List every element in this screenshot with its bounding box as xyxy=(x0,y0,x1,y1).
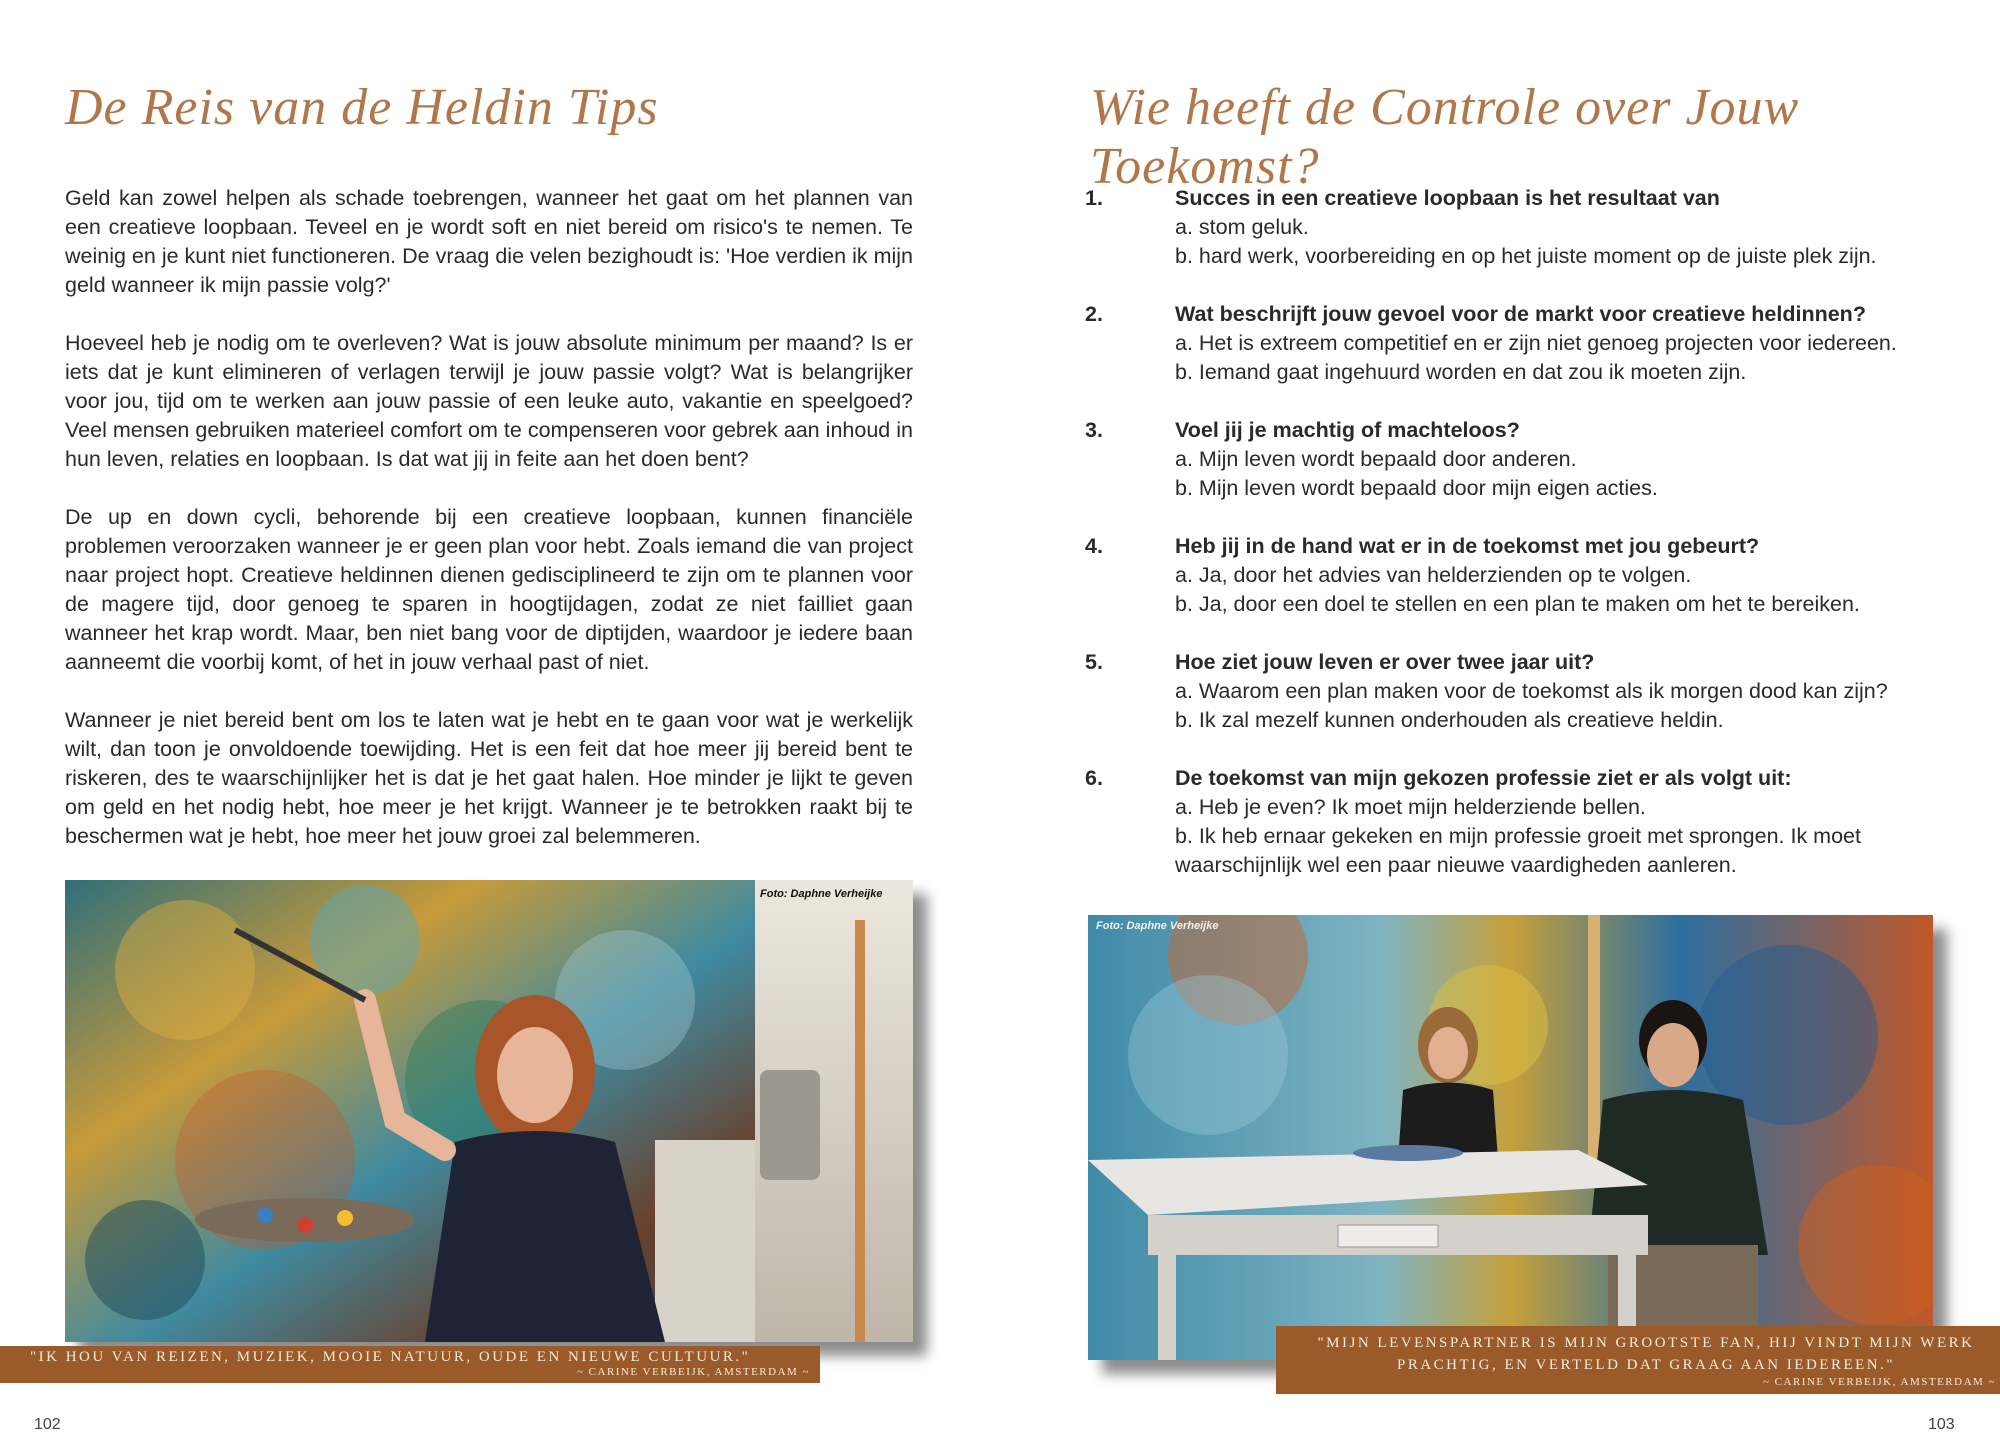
answer-option: b. Ik zal mezelf kunnen onderhouden als creatieve heldin. xyxy=(1175,708,1724,732)
couple-photo-right-image xyxy=(1088,915,1933,1360)
question-text: Voel jij je machtig of machteloos? xyxy=(1175,418,1520,442)
question-number: 4. xyxy=(1085,534,1103,558)
answer-option: b. Ik heb ernaar gekeken en mijn professie groeit met sprongen. Ik moet waarschijnlijk wel een paar nieuwe vaardigheden aanleren. xyxy=(1175,824,1861,877)
paragraph: Geld kan zowel helpen als schade toebrengen, wanneer het gaat om het plannen van een creatieve loopbaan. Teveel en je wordt soft en niet bereid om risico's te nemen. Te weinig en je kunt niet functioneren. De vraag die velen bezighoudt is: 'Hoe verdien ik mijn geld wanneer ik mijn passie volg?' xyxy=(65,186,913,297)
question-number: 1. xyxy=(1085,186,1103,210)
question-item xyxy=(1085,300,1937,387)
question-text: Wat beschrijft jouw gevoel voor de markt voor creatieve heldinnen? xyxy=(1175,302,1866,326)
question-text: De toekomst van mijn gekozen professie ziet er als volgt uit: xyxy=(1175,766,1792,790)
page-number-left: 102 xyxy=(34,1416,61,1433)
couple-photo-right xyxy=(1088,915,1933,1360)
answer-option: a. Mijn leven wordt bepaald door anderen. xyxy=(1175,447,1577,471)
caption-band-left xyxy=(0,1346,820,1383)
photo-credit-left: Foto: Daphne Verheijke xyxy=(760,888,883,900)
question-item xyxy=(1085,532,1937,619)
right-page-heading: Wie heeft de Controle over Jouw Toekomst? xyxy=(1090,79,1800,195)
question-item xyxy=(1085,648,1937,735)
question-number: 5. xyxy=(1085,650,1103,674)
question-text: Hoe ziet jouw leven er over twee jaar uit? xyxy=(1175,650,1595,674)
caption-quote-left: "IK HOU VAN REIZEN, MUZIEK, MOOIE NATUUR, OUDE EN NIEUWE CULTUUR." xyxy=(30,1349,751,1365)
question-number: 6. xyxy=(1085,766,1103,790)
question-number: 2. xyxy=(1085,302,1103,326)
answer-option: a. Waarom een plan maken voor de toekomst als ik morgen dood kan zijn? xyxy=(1175,679,1888,703)
answer-option: a. Ja, door het advies van helderzienden op te volgen. xyxy=(1175,563,1692,587)
caption-attribution-left: ~ CARINE VERBEIJK, AMSTERDAM ~ xyxy=(576,1366,810,1378)
answer-option: b. Mijn leven wordt bepaald door mijn eigen acties. xyxy=(1175,476,1658,500)
paragraph: De up en down cycli, behorende bij een creatieve loopbaan, kunnen financiële problemen veroorzaken wanneer je er geen plan voor hebt. Zoals iemand die van project naar project hopt. Creatieve heldinnen dienen gedisciplineerd te zijn om te plannen voor de magere tijd, door genoeg te sparen in hoogtijdagen, zodat ze niet failliet gaan wanneer het krap wordt. Maar, ben niet bang voor de diptijden, waardoor je iedere baan aanneemt die voorbij komt, of het in jouw verhaal past of niet. xyxy=(65,505,913,674)
painter-photo-left-image xyxy=(65,880,913,1342)
answer-option: a. stom geluk. xyxy=(1175,215,1309,239)
caption-attribution-right: ~ CARINE VERBEIJK, AMSTERDAM ~ xyxy=(1762,1376,1996,1388)
paragraph: Hoeveel heb je nodig om te overleven? Wat is jouw absolute minimum per maand? Is er iets dat je kunt elimineren of verlagen terwijl je jouw passie volgt? Wat is belangrijker voor jou, tijd om te werken aan jouw passie of een leuke auto, vakantie en speelgoed? Veel mensen gebruiken materieel comfort om te compenseren voor gebrek aan inhoud in hun leven, relaties en loopbaan. Is dat wat jij in feite aan het doen bent? xyxy=(65,331,913,471)
question-text: Heb jij in de hand wat er in de toekomst met jou gebeurt? xyxy=(1175,534,1760,558)
question-item xyxy=(1085,416,1937,503)
question-list xyxy=(1085,184,1937,909)
paragraph: Wanneer je niet bereid bent om los te laten wat je hebt en te gaan voor wat je werkelijk wilt, dan toon je onvoldoende toewijding. Het is een feit dat hoe meer jij bereid bent te riskeren, des te waarschijnlijker het is dat je het gaat halen. Hoe minder je lijkt te geven om geld en het nodig hebt, hoe meer je het krijgt. Wanneer je te betrokken raakt bij te beschermen wat je hebt, hoe meer het jouw groei zal belemmeren. xyxy=(65,708,913,848)
question-text: Succes in een creatieve loopbaan is het resultaat van xyxy=(1175,186,1720,210)
left-page-heading: De Reis van de Heldin Tips xyxy=(65,79,659,136)
question-number: 3. xyxy=(1085,418,1103,442)
answer-option: b. Iemand gaat ingehuurd worden en dat zou ik moeten zijn. xyxy=(1175,360,1747,384)
caption-quote-right: "MIJN LEVENSPARTNER IS MIJN GROOTSTE FAN, HIJ VINDT MIJN WERK PRACHTIG, EN VERTELD DAT GRAAG AAN IEDEREEN." xyxy=(1317,1335,1975,1373)
answer-option: b. Ja, door een doel te stellen en een plan te maken om het te bereiken. xyxy=(1175,592,1860,616)
painter-photo-left xyxy=(65,880,913,1342)
photo-credit-right: Foto: Daphne Verheijke xyxy=(1096,920,1219,932)
answer-option: a. Heb je even? Ik moet mijn helderziende bellen. xyxy=(1175,795,1646,819)
answer-option: b. hard werk, voorbereiding en op het juiste moment op de juiste plek zijn. xyxy=(1175,244,1877,268)
question-item xyxy=(1085,184,1937,271)
question-item xyxy=(1085,764,1937,880)
answer-option: a. Het is extreem competitief en er zijn niet genoeg projecten voor iedereen. xyxy=(1175,331,1897,355)
page-number-right: 103 xyxy=(1928,1416,1955,1433)
caption-band-right xyxy=(1276,1326,2000,1394)
left-page-body xyxy=(65,184,913,880)
